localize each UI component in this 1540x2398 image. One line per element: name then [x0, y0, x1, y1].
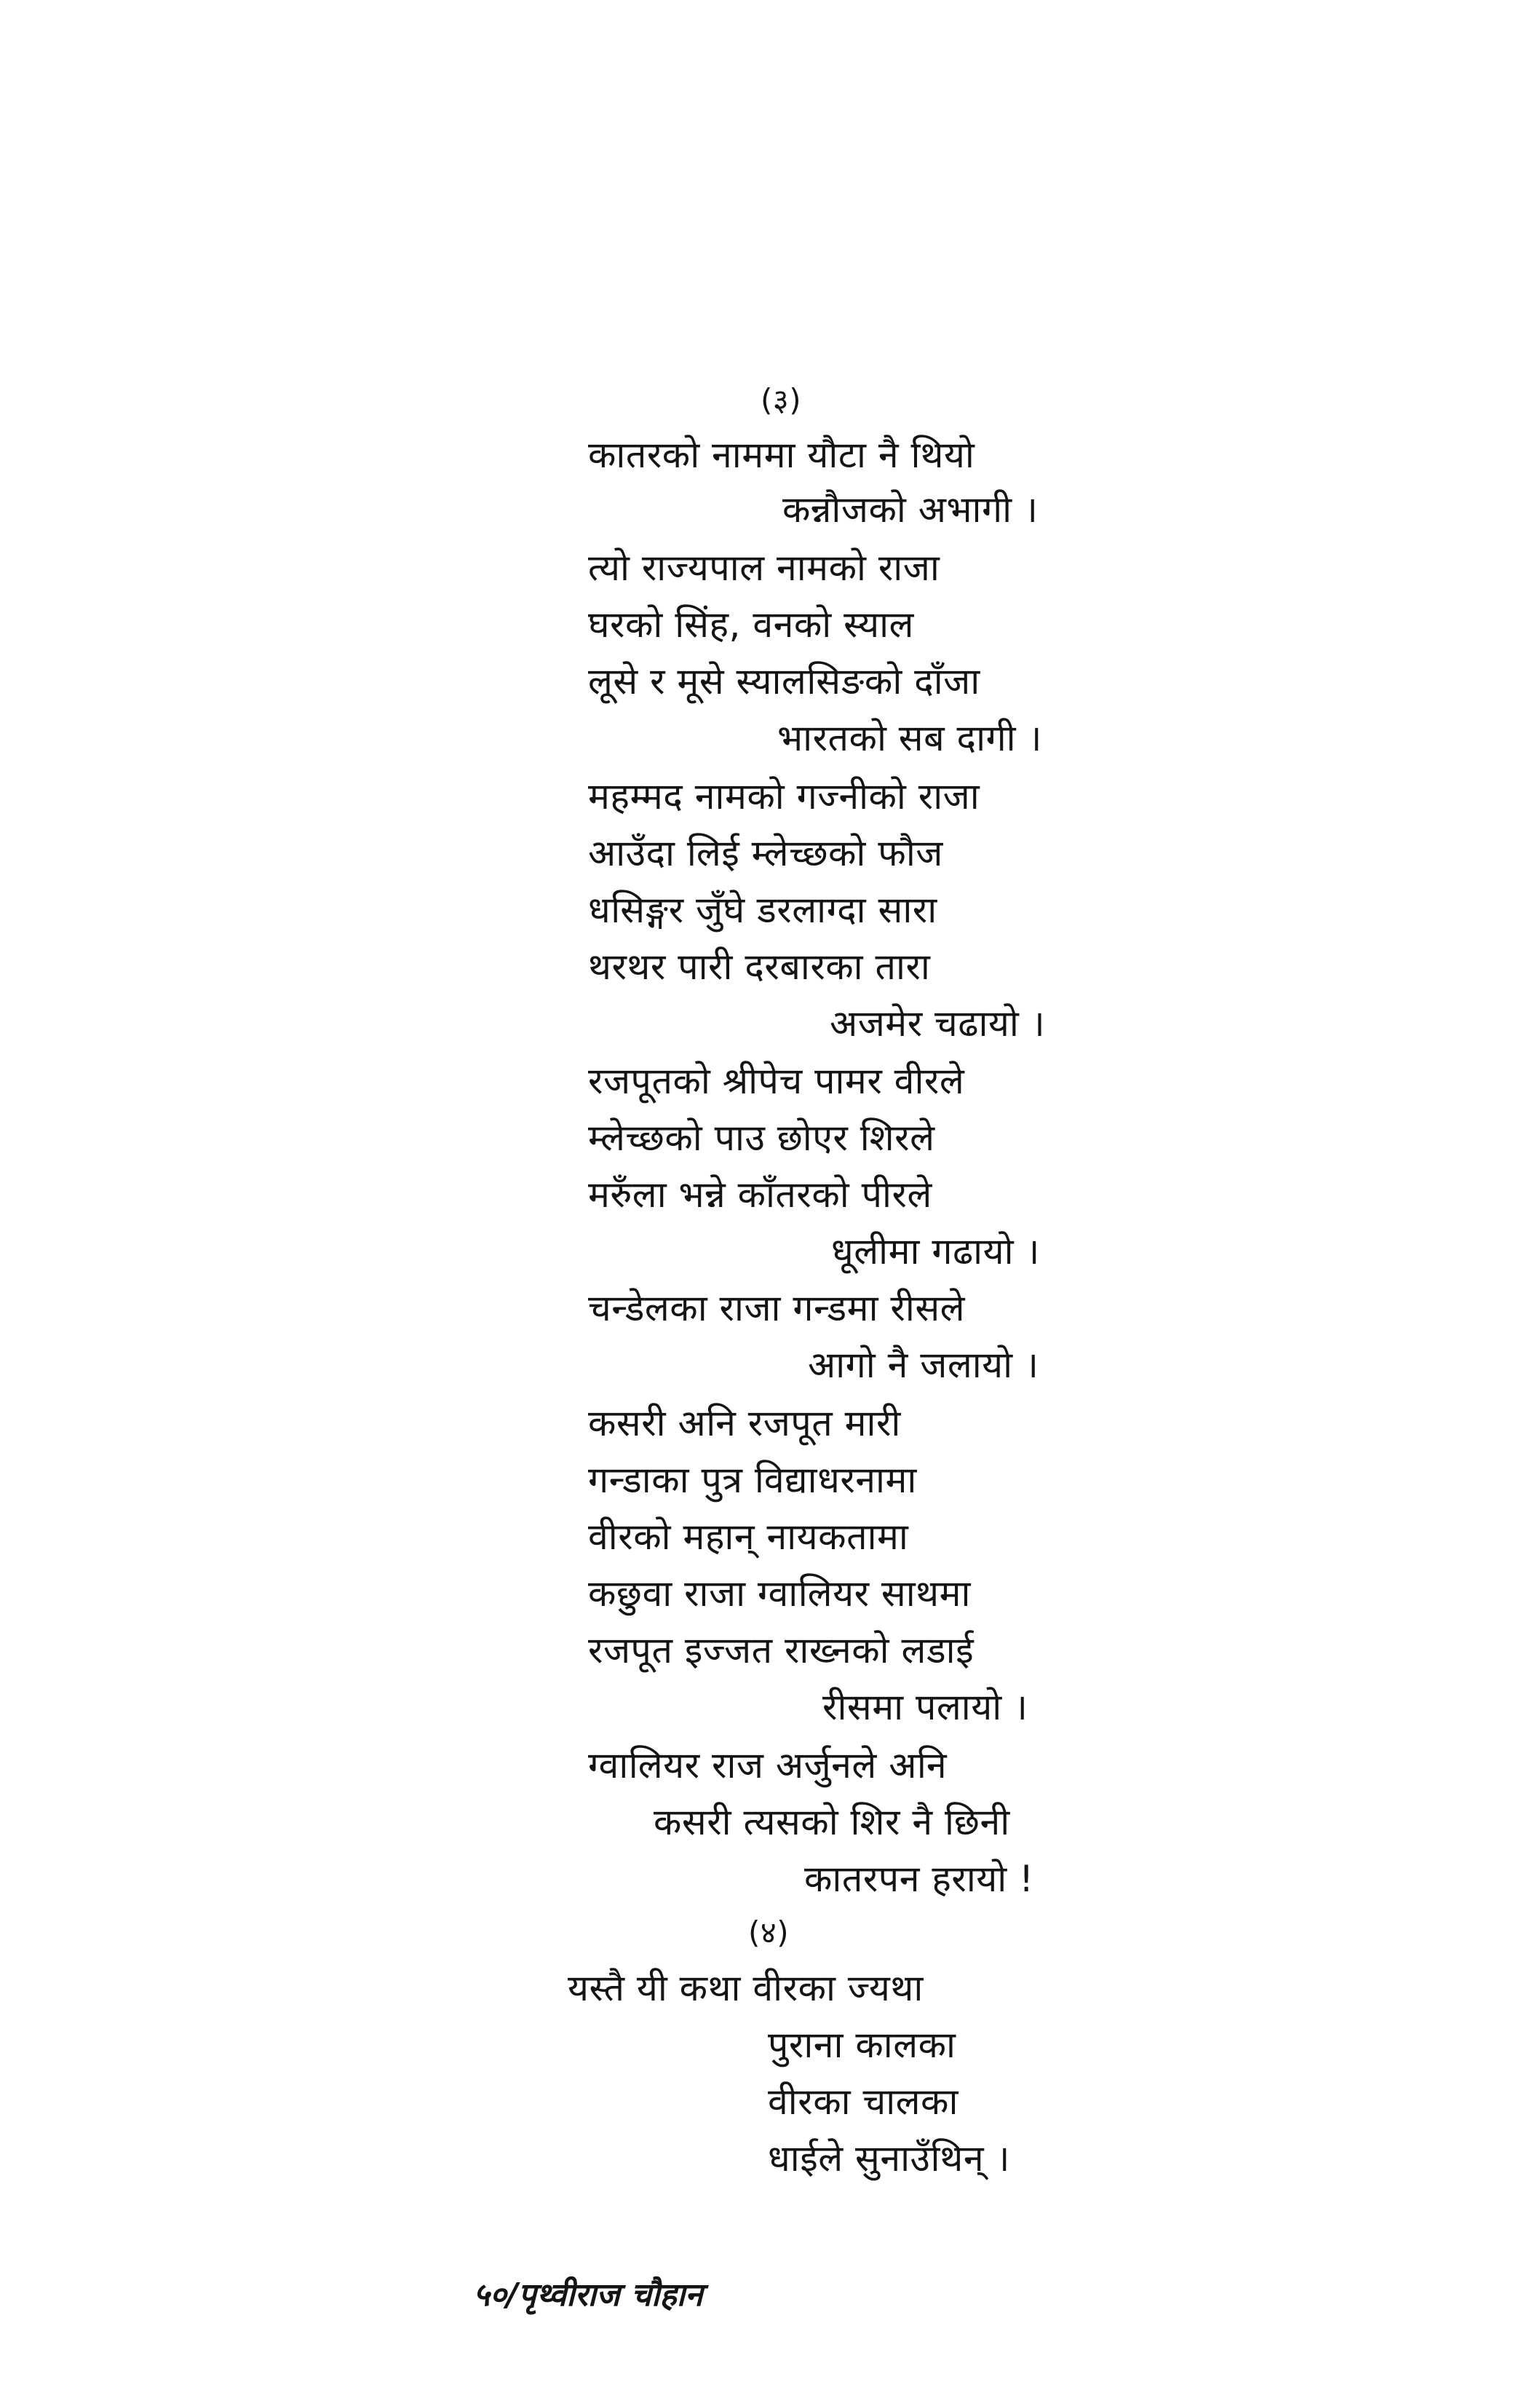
- verse-line: कातरपन हरायो !: [804, 1858, 1034, 1900]
- section-number-4: (४): [748, 1915, 790, 1950]
- verse-line: म्लेच्छको पाउ छोएर शिरले: [588, 1117, 935, 1159]
- verse-line: धूलीमा गढायो ।: [831, 1230, 1040, 1273]
- verse-line: मरुँला भन्ने काँतरको पीरले: [588, 1174, 932, 1216]
- verse-line: ग्वालियर राज अर्जुनले अनि: [588, 1744, 948, 1786]
- verse-line: कछुवा राजा ग्वालियर साथमा: [588, 1572, 971, 1615]
- verse-line: लूसे र मूसे स्यालसिङको दाँजा: [588, 660, 980, 703]
- verse-line: थरथर पारी दरबारका तारा: [588, 946, 931, 988]
- verse-line: पुराना कालका: [768, 2024, 956, 2066]
- verse-line: त्यो राज्यपाल नामको राजा: [588, 547, 940, 589]
- section-number-3: (३): [761, 382, 802, 418]
- verse-line: महम्मद नामको गज्नीको राजा: [588, 775, 980, 818]
- verse-line: आउँदा लिई म्लेच्छको फौज: [588, 832, 943, 874]
- verse-line: यस्तै यी कथा वीरका ज्यथा: [568, 1967, 924, 2009]
- verse-line: अजमेर चढायो ।: [830, 1002, 1046, 1045]
- verse-line: रजपूतको श्रीपेच पामर वीरले: [588, 1060, 965, 1102]
- verse-line: गन्डाका पुत्र विद्याधरनामा: [588, 1459, 917, 1501]
- verse-line: धाईले सुनाउँथिन् ।: [768, 2137, 1010, 2180]
- verse-line: कन्नौजको अभागी ।: [782, 488, 1039, 531]
- verse-line: रीसमा पलायो ।: [822, 1686, 1028, 1728]
- verse-line: आगो नै जलायो ।: [808, 1344, 1039, 1386]
- verse-line: धसिङ्गर जुँघे डरलाग्दा सारा: [588, 889, 937, 931]
- verse-line: वीरको महान् नायकतामा: [588, 1516, 909, 1558]
- verse-line: कसरी त्यसको शिर नै छिनी: [654, 1801, 1010, 1843]
- page-footer: ५०/पृथ्वीराज चौहान: [473, 2276, 703, 2314]
- verse-line: घरको सिंह, वनको स्याल: [588, 604, 914, 646]
- verse-line: चन्डेलका राजा गन्डमा रीसले: [588, 1287, 966, 1329]
- verse-line: वीरका चालका: [768, 2081, 958, 2123]
- verse-line: कातरको नाममा यौटा नै थियो: [588, 434, 975, 476]
- verse-line: कसरी अनि रजपूत मारी: [588, 1402, 901, 1444]
- verse-line: भारतको सब दागी ।: [777, 717, 1042, 759]
- verse-line: रजपूत इज्जत राख्नको लडाई: [588, 1629, 975, 1671]
